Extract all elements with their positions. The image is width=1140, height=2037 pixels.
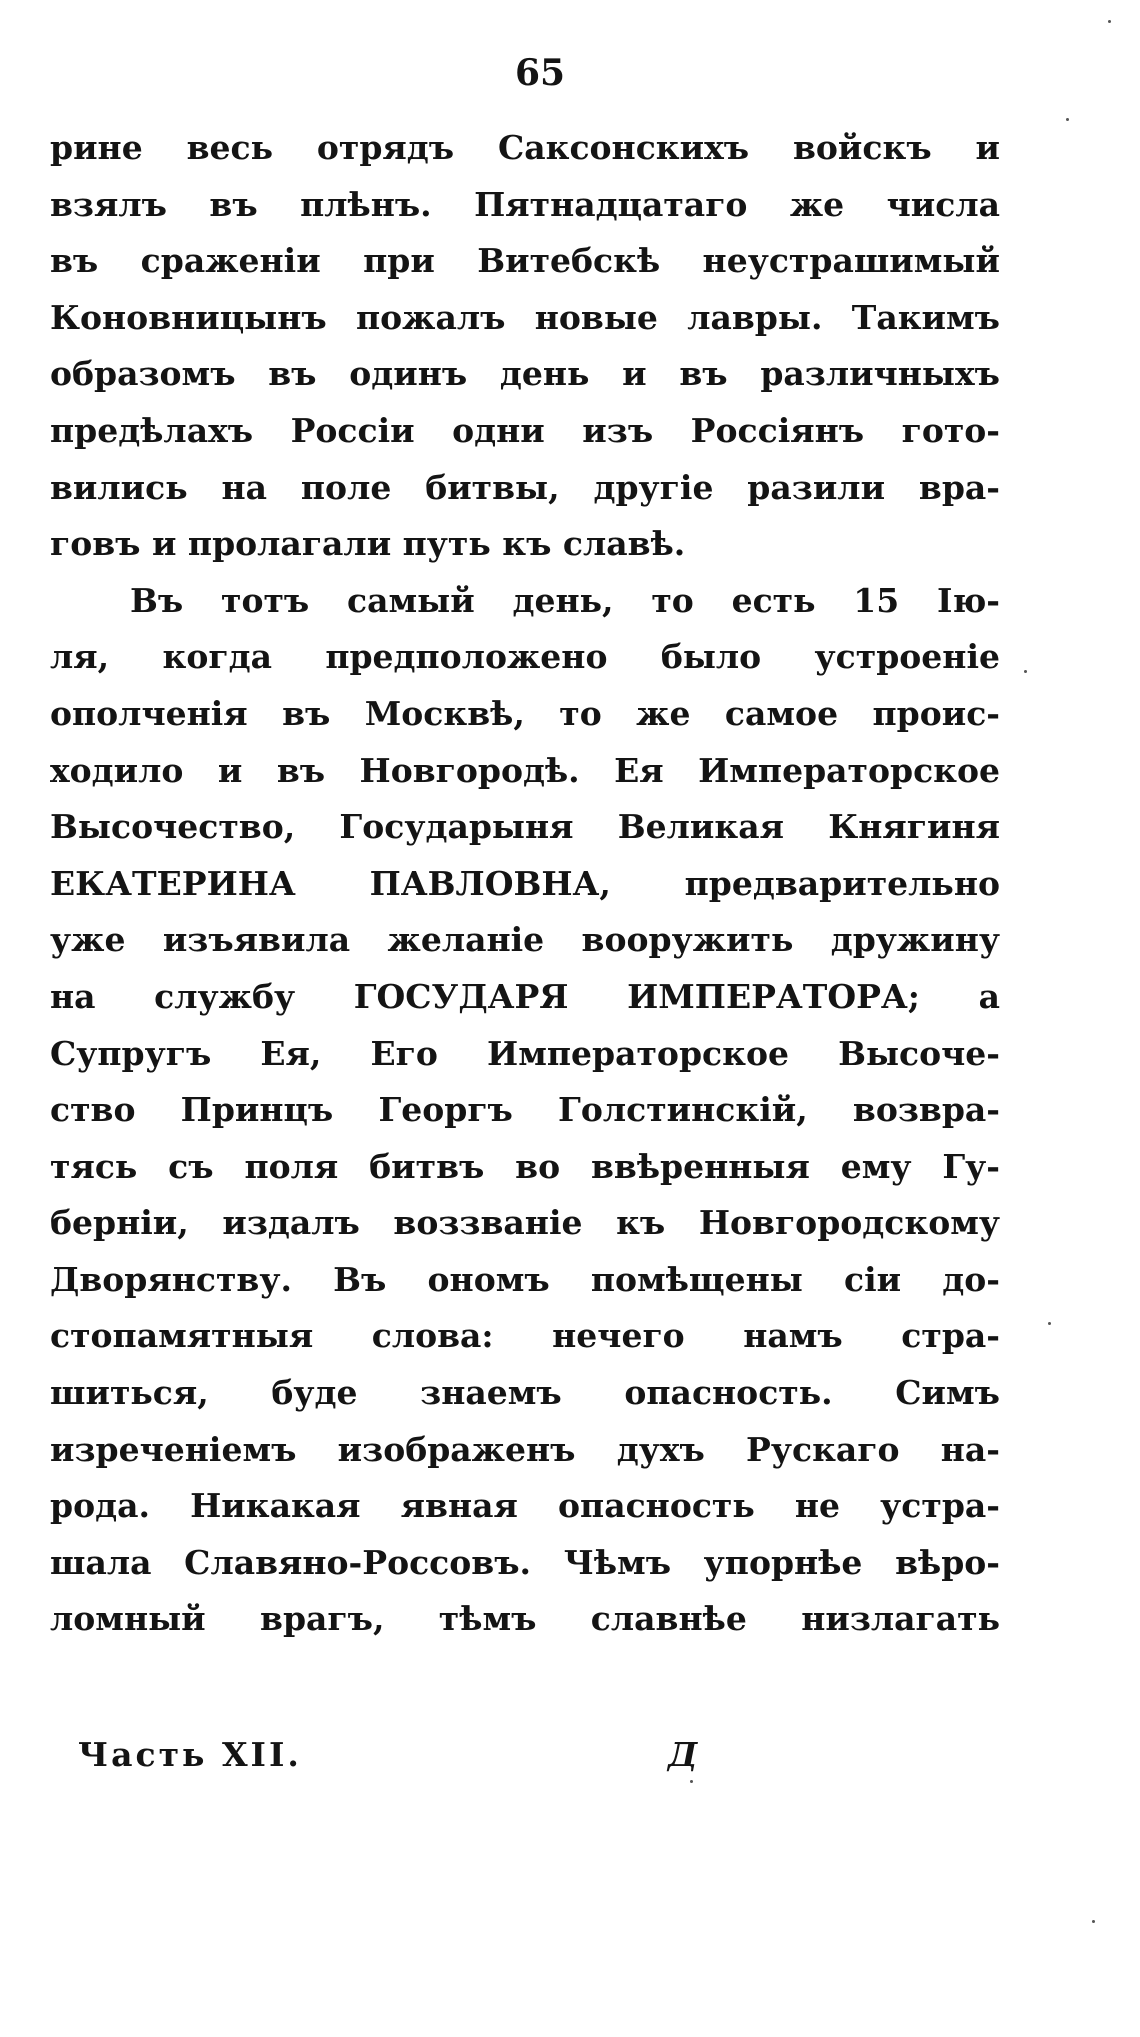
text-line: въ сраженіи при Витебскѣ неустрашимый [50,241,1000,281]
volume-signature: Часть XII. [78,1735,302,1774]
text-line: Въ тотъ самый день, то есть 15 Ію- [130,580,1000,620]
scan-speck [690,1780,693,1783]
text-line: рода. Никакая явная опасность не устра- [50,1486,1000,1526]
text-line: взялъ въ плѣнъ. Пятнадцатаго же числа [50,184,1000,224]
text-line: рине весь отрядъ Саксонскихъ войскъ и [50,128,1000,167]
text-line: ополченія въ Москвѣ, то же самое проис- [50,693,1000,733]
text-line: Коновницынъ пожалъ новые лавры. Такимъ [50,297,1000,337]
scan-speck [1092,1920,1095,1923]
text-line: ломный врагъ, тѣмъ славнѣе низлагать [50,1599,1000,1639]
scan-speck [1048,1322,1051,1325]
body-text [50,120,1000,1648]
text-line: Дворянству. Въ ономъ помѣщены сіи до- [50,1259,1000,1299]
text-line: ходило и въ Новгородѣ. Ея Императорское [50,750,1000,790]
page-number: 65 [514,52,566,94]
text-line: изреченіемъ изображенъ духъ Рускаго на- [50,1429,1000,1469]
text-line: стопамятныя слова: нечего намъ стра- [50,1316,1000,1356]
text-line: Высочество, Государыня Великая Княгиня [50,807,1000,847]
text-line: уже изъявила желаніе вооружить дружину [50,920,1000,960]
text-line: предѣлахъ Россіи одни изъ Россіянъ гото- [50,410,1000,450]
scan-speck [1024,670,1027,673]
text-line: говъ и пролагали путь къ славѣ. [50,524,686,564]
text-line: берніи, издалъ воззваніе къ Новгородскому [50,1203,1000,1243]
text-line: на службу ГОСУДАРЯ ИМПЕРАТОРА; а [50,976,1000,1016]
text-line: образомъ въ одинъ день и въ различныхъ [50,354,1000,394]
text-line: ЕКАТЕРИНА ПАВЛОВНА, предварительно [50,863,1000,903]
text-line: ля, когда предположено было устроеніе [50,637,1000,677]
text-line: тясь съ поля битвъ во ввѣренныя ему Гу- [50,1146,1000,1186]
sheet-mark: Д [668,1735,698,1774]
text-line: вились на поле битвы, другіе разили вра- [50,467,1000,507]
text-line: шиться, буде знаемъ опасность. Симъ [50,1373,1000,1413]
scan-speck [1108,20,1111,23]
text-line: шала Славяно-Россовъ. Чѣмъ упорнѣе вѣро- [50,1542,1000,1582]
page-footer [78,1735,718,1791]
text-line: Супругъ Ея, Его Императорское Высоче- [50,1033,1000,1073]
scan-speck [1066,118,1069,121]
text-line: ство Принцъ Георгъ Голстинскій, возвра- [50,1090,1000,1130]
